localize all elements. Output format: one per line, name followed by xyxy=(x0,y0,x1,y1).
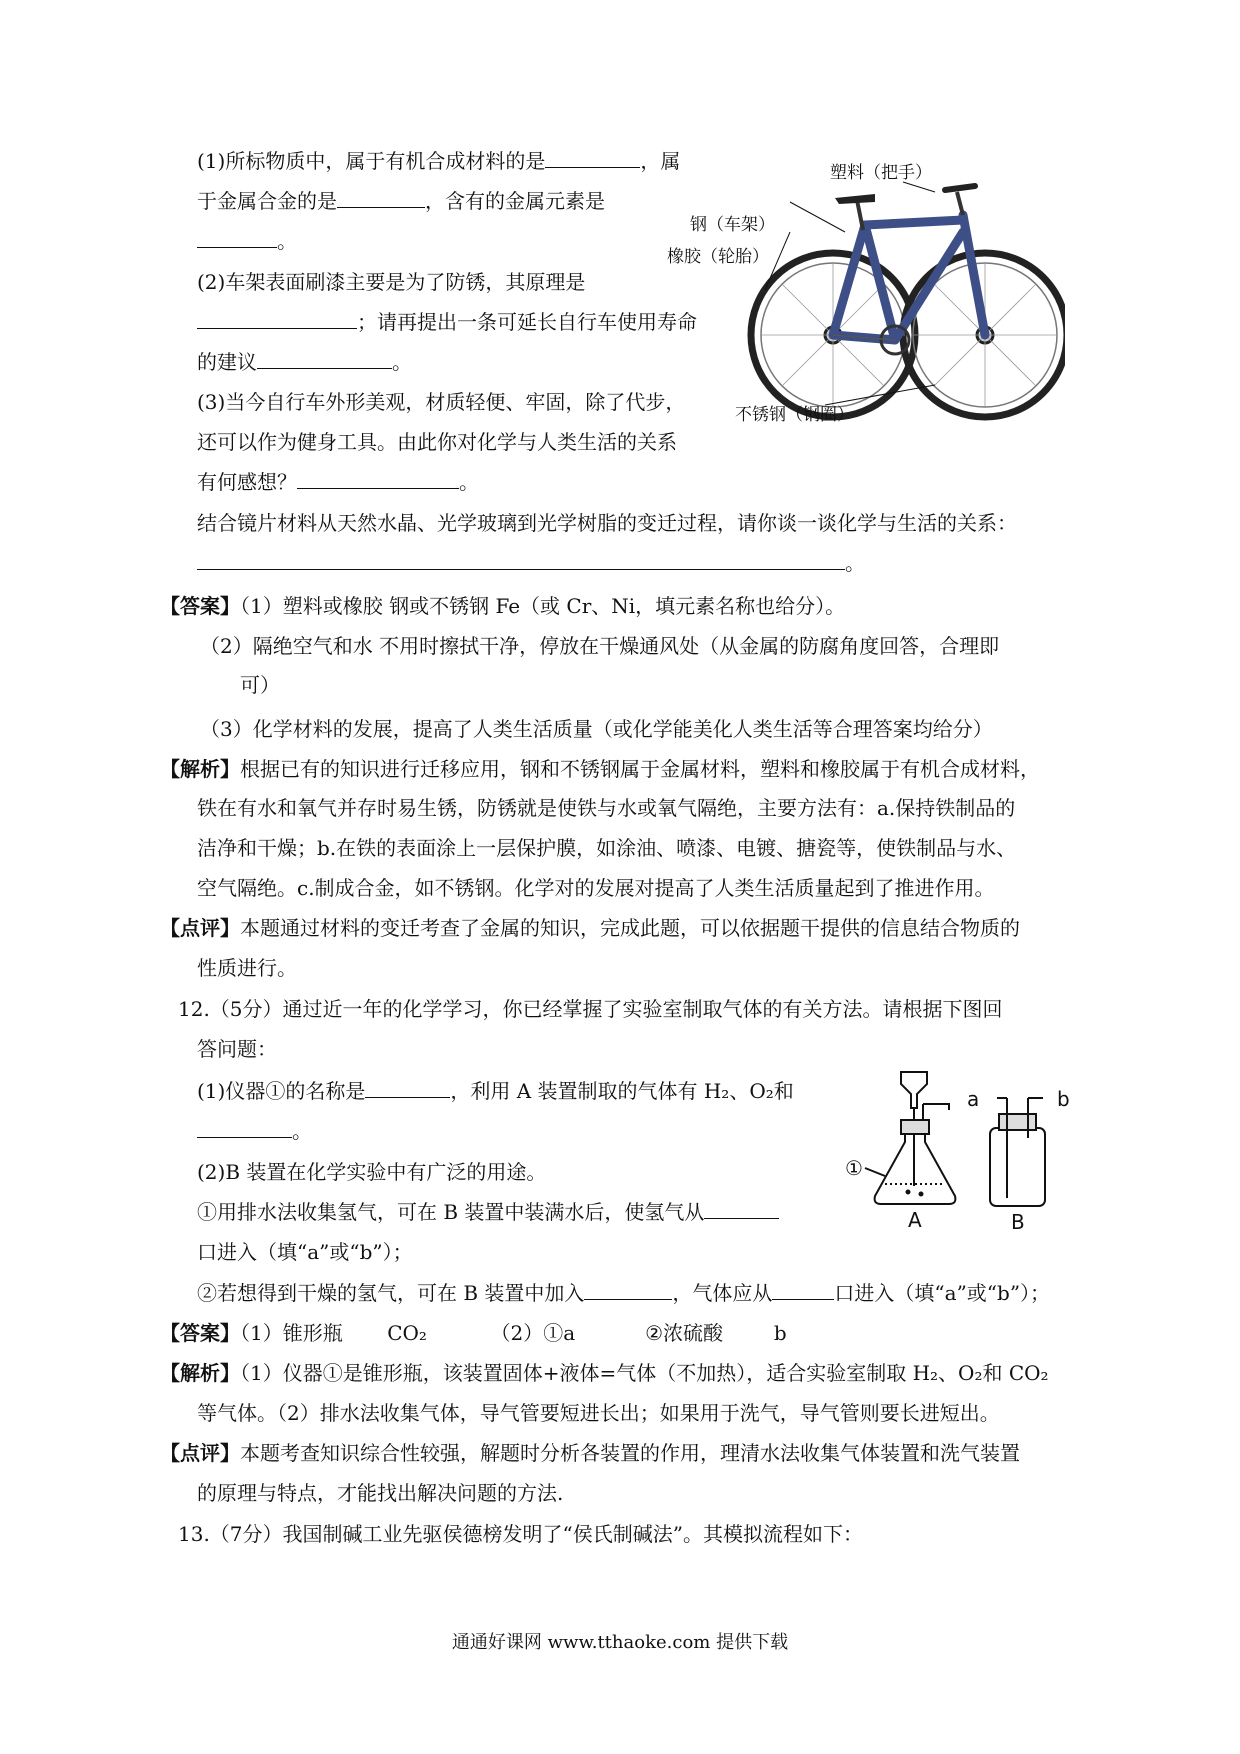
q12-part2-line3: 口进入（填“a”或“b”）； xyxy=(197,1240,413,1264)
q11-part4-line2: 。 xyxy=(197,551,865,575)
q11-answer-line2: （2）隔绝空气和水 不用时擦拭干净，停放在干燥通风处（从金属的防腐角度回答，合理即 xyxy=(200,634,1000,658)
q12-comment-line2: 的原理与特点，才能找出解决问题的方法. xyxy=(197,1481,564,1505)
q11-part1-line3: 。 xyxy=(197,229,297,253)
bicycle-figure xyxy=(667,163,1065,430)
q12-analysis-line2: 等气体。（2）排水法收集气体，导气管要短进长出；如果用于洗气，导气管则要长进短出。 xyxy=(197,1401,1000,1425)
q11-comment-line1: 【点评】本题通过材料的变迁考查了金属的知识，完成此题，可以依据题干提供的信息结合物质的 xyxy=(160,916,1020,940)
answer-blank xyxy=(545,149,640,168)
q11-part1-line1: (1)所标物质中，属于有机合成材料的是 ，属 xyxy=(197,149,681,173)
apparatus-image xyxy=(845,1068,1085,1233)
answer-blank xyxy=(257,350,392,369)
bicycle-frame xyxy=(833,215,985,340)
label-steel-frame: 钢（车架） xyxy=(690,215,775,235)
answer-blank xyxy=(704,1200,779,1219)
q11-answer-line4: （3）化学材料的发展，提高了人类生活质量（或化学能美化人类生活等合理答案均给分） xyxy=(200,717,993,741)
apparatus-figure xyxy=(845,1068,1085,1233)
label-a: a xyxy=(967,1087,980,1111)
q13-title: 13.（7分）我国制碱工业先驱侯德榜发明了“侯氏制碱法”。其模拟流程如下： xyxy=(178,1522,863,1546)
q11-part2-line3: 的建议 。 xyxy=(197,350,412,374)
q12-part2-line2: ①用排水法收集氢气，可在 B 装置中装满水后，使氢气从 xyxy=(197,1200,779,1224)
q12-comment-line1: 【点评】本题考查知识综合性较强，解题时分析各装置的作用，理清水法收集气体装置和洗气装置 xyxy=(160,1441,1020,1465)
page-footer: 通通好课网 www.tthaoke.com 提供下载 xyxy=(451,1632,789,1653)
q12-title-line1: 12.（5分）通过近一年的化学学习，你已经掌握了实验室制取气体的有关方法。请根据下图回 xyxy=(178,997,1003,1021)
q12-part1-line1: (1)仪器①的名称是 ，利用 A 装置制取的气体有 H₂、O₂和 xyxy=(197,1079,794,1103)
q12-part2-line1: (2)B 装置在化学实验中有广泛的用途。 xyxy=(197,1160,547,1184)
q11-analysis-line2: 铁在有水和氧气并存时易生锈，防锈就是使铁与水或氧气隔绝，主要方法有：a.保持铁制品的 xyxy=(197,796,1016,820)
answer-blank xyxy=(584,1281,672,1300)
q11-answer-line1: 【答案】（1）塑料或橡胶 钢或不锈钢 Fe（或 Cr、Ni，填元素名称也给分）。 xyxy=(160,594,846,618)
bicycle-image xyxy=(735,170,1065,430)
q11-part3-line3: 有何感想？ 。 xyxy=(197,470,479,494)
q11-comment-line2: 性质进行。 xyxy=(197,956,297,980)
label-b: b xyxy=(1057,1087,1070,1111)
q11-part2-line1: (2)车架表面刷漆主要是为了防锈，其原理是 xyxy=(197,270,586,294)
q11-analysis-line1: 【解析】根据已有的知识进行迁移应用，钢和不锈钢属于金属材料，塑料和橡胶属于有机合成材料， xyxy=(160,757,1040,781)
q12-title-line2: 答问题： xyxy=(197,1037,277,1061)
q11-part3-line2: 还可以作为健身工具。由此你对化学与人类生活的关系 xyxy=(197,430,677,454)
answer-blank xyxy=(297,470,459,489)
label-plastic-handle: 塑料（把手） xyxy=(830,163,932,183)
answer-blank xyxy=(197,229,277,248)
q12-analysis-line1: 【解析】（1）仪器①是锥形瓶，该装置固体+液体=气体（不加热），适合实验室制取 H₂、O₂和 CO₂ xyxy=(160,1361,1049,1385)
q12-answer-line: 【答案】（1）锥形瓶 CO₂ （2）①a ②浓硫酸 b xyxy=(160,1321,787,1345)
answer-blank xyxy=(197,551,845,570)
q11-part1-line2: 于金属合金的是 ，含有的金属元素是 xyxy=(197,189,605,213)
answer-blank xyxy=(772,1281,834,1300)
answer-blank xyxy=(197,310,357,329)
q11-part2-line2: ；请再提出一条可延长自行车使用寿命 xyxy=(197,310,697,334)
label-apparatus-b: B xyxy=(1011,1210,1025,1234)
q11-analysis-line4: 空气隔绝。c.制成合金，如不锈钢。化学对的发展对提高了人类生活质量起到了推进作用。 xyxy=(197,876,995,900)
q11-answer-line3: 可） xyxy=(240,673,280,697)
q11-analysis-line3: 洁净和干燥；b.在铁的表面涂上一层保护膜，如涂油、喷漆、电镀、搪瓷等，使铁制品与水、 xyxy=(197,836,1017,860)
answer-blank xyxy=(197,1119,292,1138)
answer-blank xyxy=(365,1079,450,1098)
label-stainless-rim: 不锈钢（钢圈） xyxy=(735,405,854,425)
q12-part1-line2: 。 xyxy=(197,1119,312,1143)
q12-part2-line4: ②若想得到干燥的氢气，可在 B 装置中加入 ，气体应从 口进入（填“a”或“b”）； xyxy=(197,1281,1051,1305)
answer-blank xyxy=(337,189,425,208)
label-instrument-1: ① xyxy=(845,1156,863,1180)
q11-part3-line1: (3)当今自行车外形美观，材质轻便、牢固，除了代步， xyxy=(197,390,686,414)
q11-part4-line1: 结合镜片材料从天然水晶、光学玻璃到光学树脂的变迁过程，请你谈一谈化学与生活的关系： xyxy=(197,511,1017,535)
label-apparatus-a: A xyxy=(908,1208,922,1232)
label-rubber-tire: 橡胶（轮胎） xyxy=(667,247,769,267)
